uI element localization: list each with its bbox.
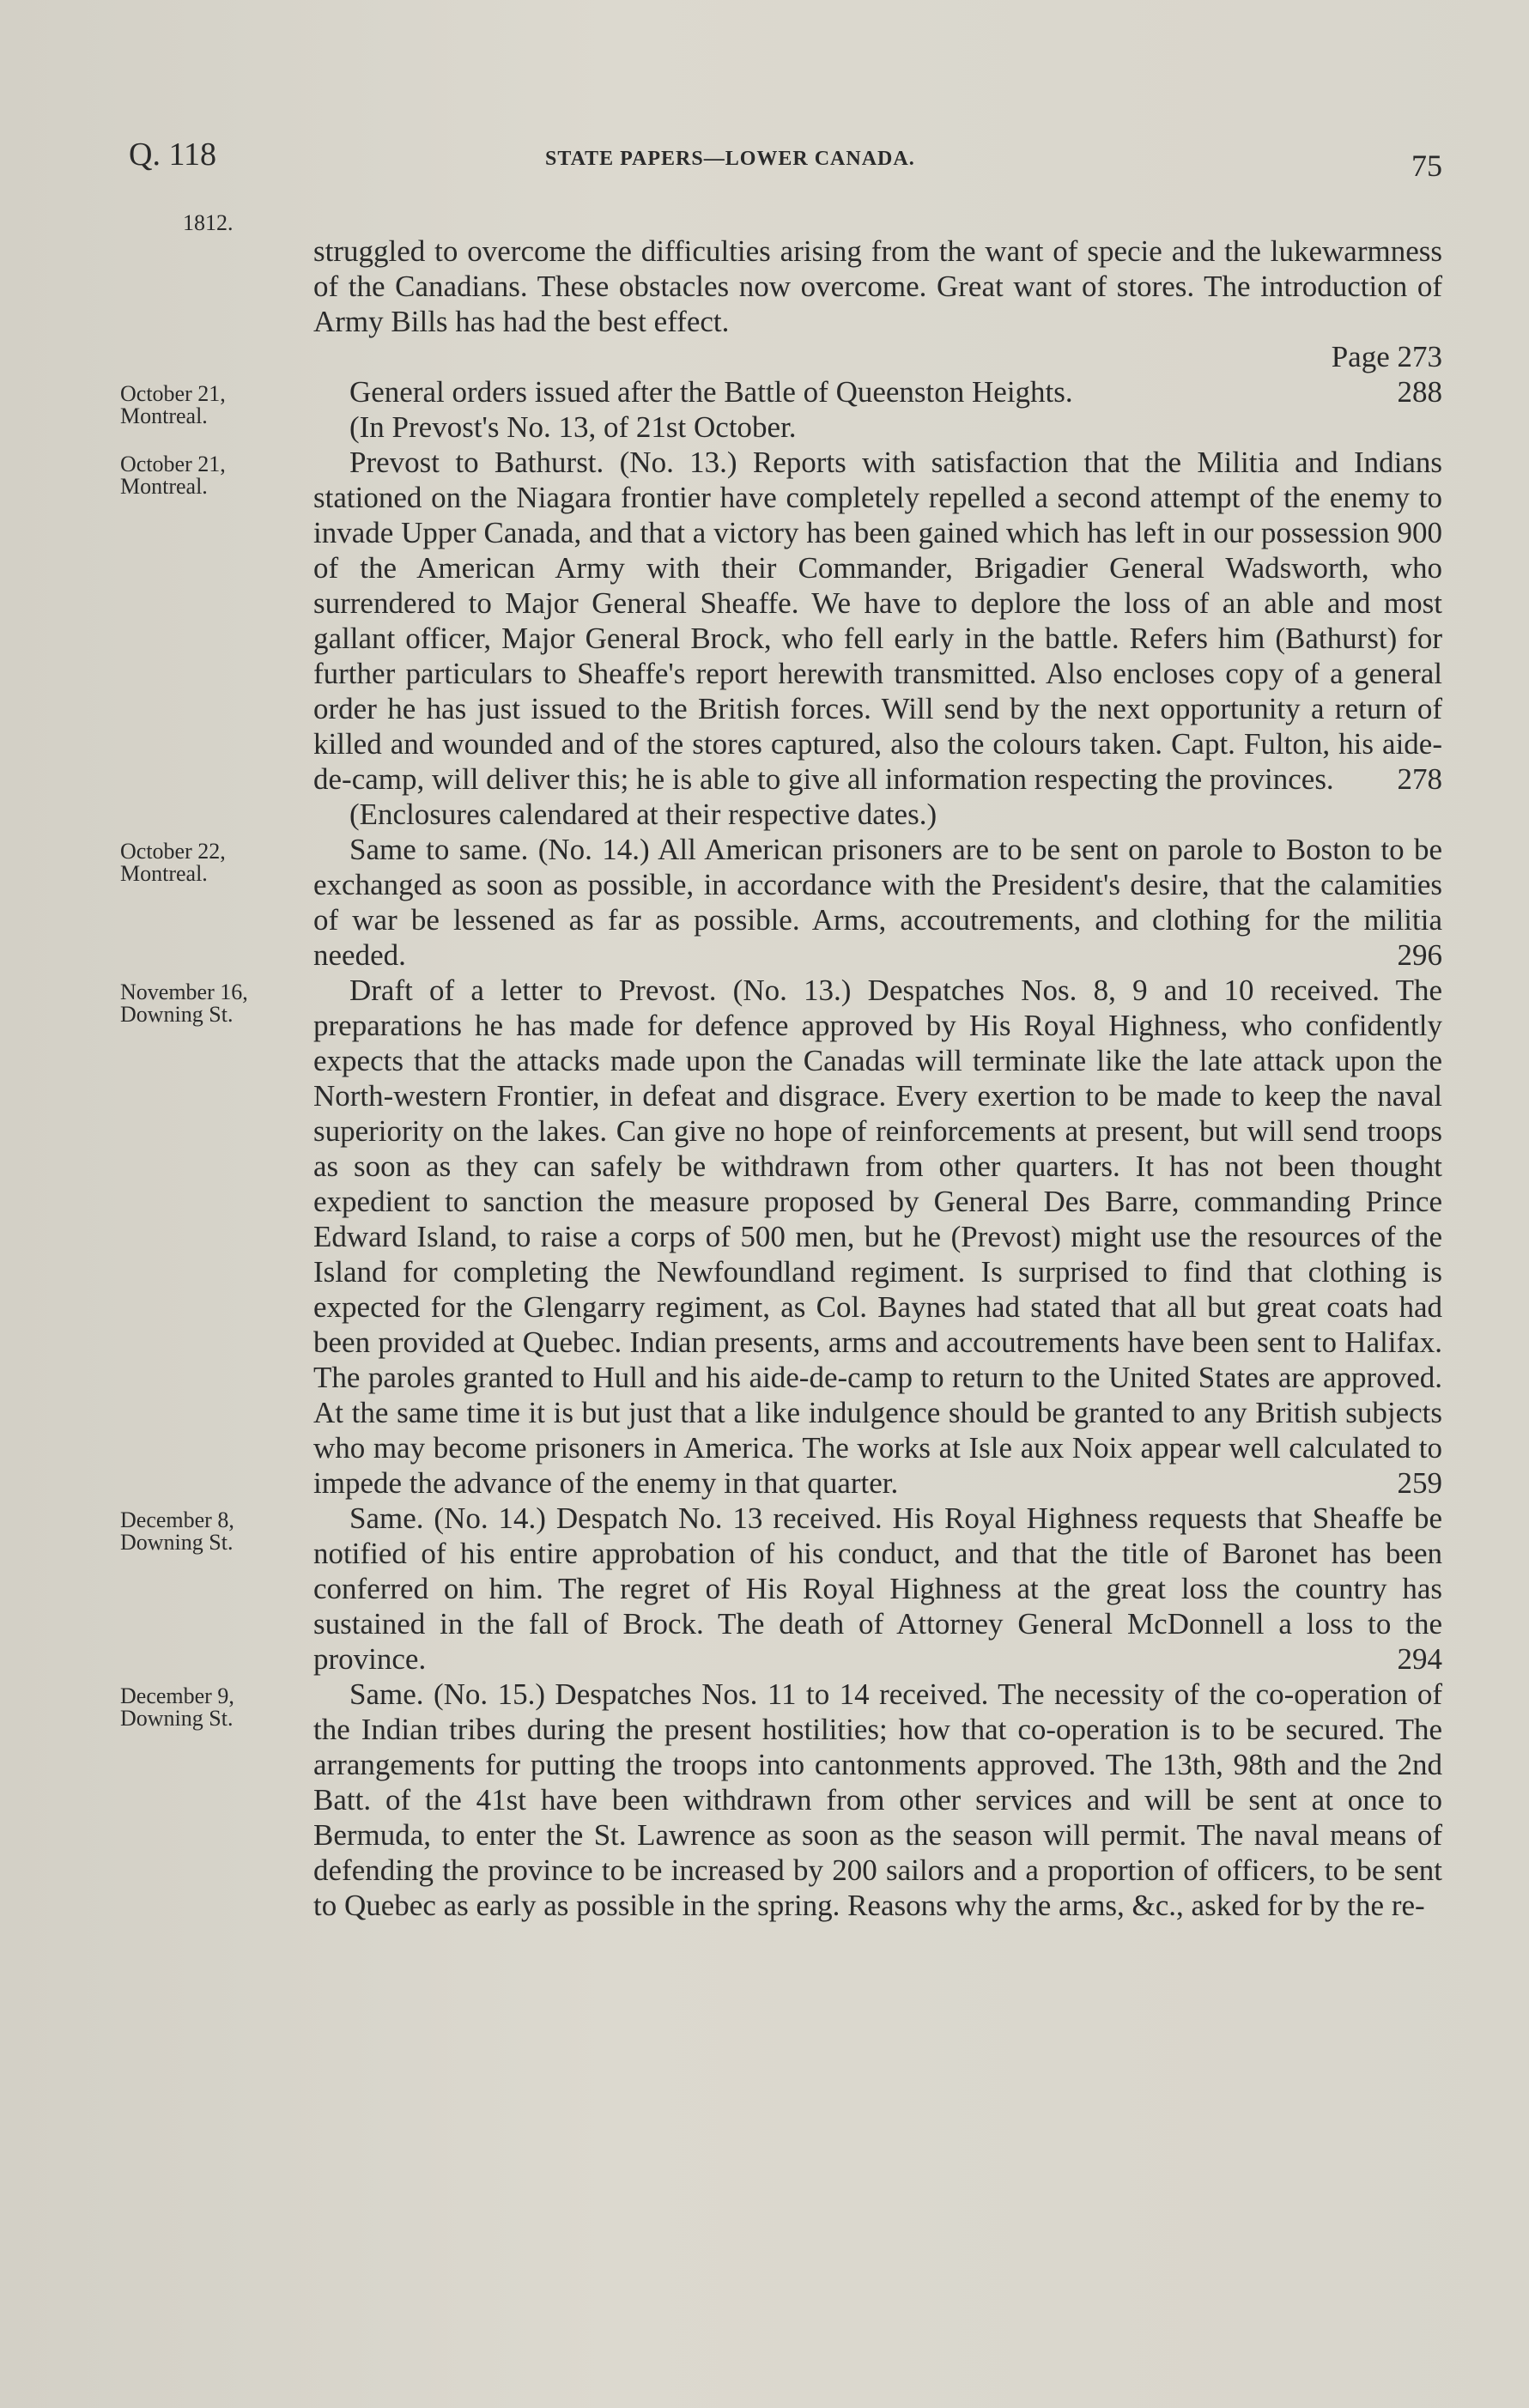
- entry-date: December 8,: [120, 1507, 234, 1532]
- entry-margin: [120, 1677, 313, 1923]
- entry-place: Montreal.: [120, 403, 208, 428]
- entry-margin: [120, 832, 313, 973]
- entry-margin: [120, 374, 313, 445]
- entry-date: December 9,: [120, 1683, 234, 1708]
- page-reference: 278: [1397, 762, 1442, 796]
- entry-margin: [120, 1501, 313, 1677]
- entry-place: Montreal.: [120, 861, 208, 886]
- entry-date: October 21,: [120, 452, 226, 476]
- entry-note: (Enclosures calendared at their respective dates.): [349, 798, 937, 831]
- entry-place: Downing St.: [120, 1706, 234, 1731]
- entry-text: Same. (No. 14.) Despatch No. 13 received. His Royal Highness requests that Sheaffe be notified of his entire approbation of his conduct, and that the title of Baronet has been conferred on him. The regret of His Royal Highness at the great loss the country has sustained in the fall of Brock. The death of Attorney General McDonnell a loss to the province.: [313, 1501, 1442, 1676]
- page-number: 75: [1411, 149, 1442, 183]
- page-reference: Page 273: [1331, 340, 1442, 373]
- volume-label: Q. 118: [129, 136, 217, 173]
- year-label: 1812.: [183, 210, 234, 235]
- entry-text: struggled to overcome the difficulties arising from the want of specie and the lukewarmness of the Canadians. These obstacles now overcome. Great want of stores. The introduction of Army Bills has had the best effect.: [313, 234, 1442, 338]
- calendar-entry: [120, 234, 1442, 374]
- entry-date: October 21,: [120, 381, 226, 406]
- page-reference: 288: [1397, 375, 1442, 409]
- entry-margin: [120, 445, 313, 832]
- entry-place: Downing St.: [120, 1530, 234, 1555]
- entry-text: General orders issued after the Battle of Queenston Heights.: [349, 375, 1073, 409]
- entry-text: Prevost to Bathurst. (No. 13.) Reports with satisfaction that the Militia and Indians stationed on the Niagara frontier have completely repelled a second attempt of the enemy to invade Upper Canada, and that a victory has been gained which has left in our possession 900 of the American Army with their Commander, Brigadier General Wadsworth, who surrendered to Major General Sheaffe. We have to deplore the loss of an able and most gallant officer, Major General Brock, who fell early in the battle. Refers him (Bathurst) for further particulars to Sheaffe's report herewith transmitted. Also encloses copy of a general order he has just issued to the British forces. Will send by the next opportunity a return of killed and wounded and of the stores captured, also the colours taken. Capt. Fulton, his aide-de-camp, will deliver this; he is able to give all information respecting the provinces.: [313, 446, 1442, 796]
- calendar-entry: [120, 832, 1442, 973]
- entry-place: Montreal.: [120, 474, 208, 499]
- calendar-entry: [120, 1677, 1442, 1923]
- calendar-entries: [120, 234, 1442, 1923]
- calendar-entry: [120, 445, 1442, 832]
- entry-text: Draft of a letter to Prevost. (No. 13.) Despatches Nos. 8, 9 and 10 received. The preparations he has made for defence approved by His Royal Highness, who confidently expects that the attacks made upon the Canadas will terminate like the late attack upon the North-western Frontier, in defeat and disgrace. Every exertion to be made to keep the naval superiority on the lakes. Can give no hope of reinforcements at present, but will send troops as soon as they can safely be withdrawn from other quarters. It has not been thought expedient to sanction the measure proposed by General Des Barre, commanding Prince Edward Island, to raise a corps of 500 men, but he (Prevost) might use the resources of the Island for completing the Newfoundland regiment. Is surprised to find that clothing is expected for the Glengarry regiment, as Col. Baynes had stated that all but great coats had been provided at Quebec. Indian presents, arms and accoutrements have been sent to Halifax. The paroles granted to Hull and his aide-de-camp to return to the United States are approved. At the same time it is but just that a like indulgence should be granted to any British subjects who may become prisoners in America. The works at Isle aux Noix appear well calculated to impede the advance of the enemy in that quarter.: [313, 974, 1442, 1500]
- entry-text: Same to same. (No. 14.) All American prisoners are to be sent on parole to Boston to be exchanged as soon as possible, in accordance with the President's desire, that the calamities of war be lessened as far as possible. Arms, accoutrements, and clothing for the militia needed.: [313, 833, 1442, 972]
- entry-margin: [120, 973, 313, 1501]
- entry-date: November 16,: [120, 980, 248, 1004]
- calendar-entry: [120, 374, 1442, 445]
- entry-date: October 22,: [120, 839, 226, 864]
- page-reference: 296: [1397, 938, 1442, 972]
- page-reference: 259: [1397, 1466, 1442, 1500]
- page-header: [129, 129, 1442, 183]
- entry-text: Same. (No. 15.) Despatches Nos. 11 to 14 received. The necessity of the co-operation of the Indian tribes during the present hostilities; how that co-operation is to be secured. The arrangements for putting the troops into cantonments approved. The 13th, 98th and the 2nd Batt. of the 41st have been withdrawn from other services and will be sent at once to Bermuda, to enter the St. Lawrence as soon as the season will permit. The naval means of defending the province to be increased by 200 sailors and a proportion of officers, to be sent to Quebec as early as possible in the spring. Reasons why the arms, &c., asked for by the re-: [313, 1677, 1442, 1922]
- calendar-entry: [120, 1501, 1442, 1677]
- running-title: STATE PAPERS—LOWER CANADA.: [545, 148, 915, 170]
- entry-note: (In Prevost's No. 13, of 21st October.: [349, 410, 797, 444]
- calendar-entry: [120, 973, 1442, 1501]
- page-reference: 294: [1397, 1642, 1442, 1676]
- entry-margin: [120, 234, 313, 374]
- entry-place: Downing St.: [120, 1002, 234, 1027]
